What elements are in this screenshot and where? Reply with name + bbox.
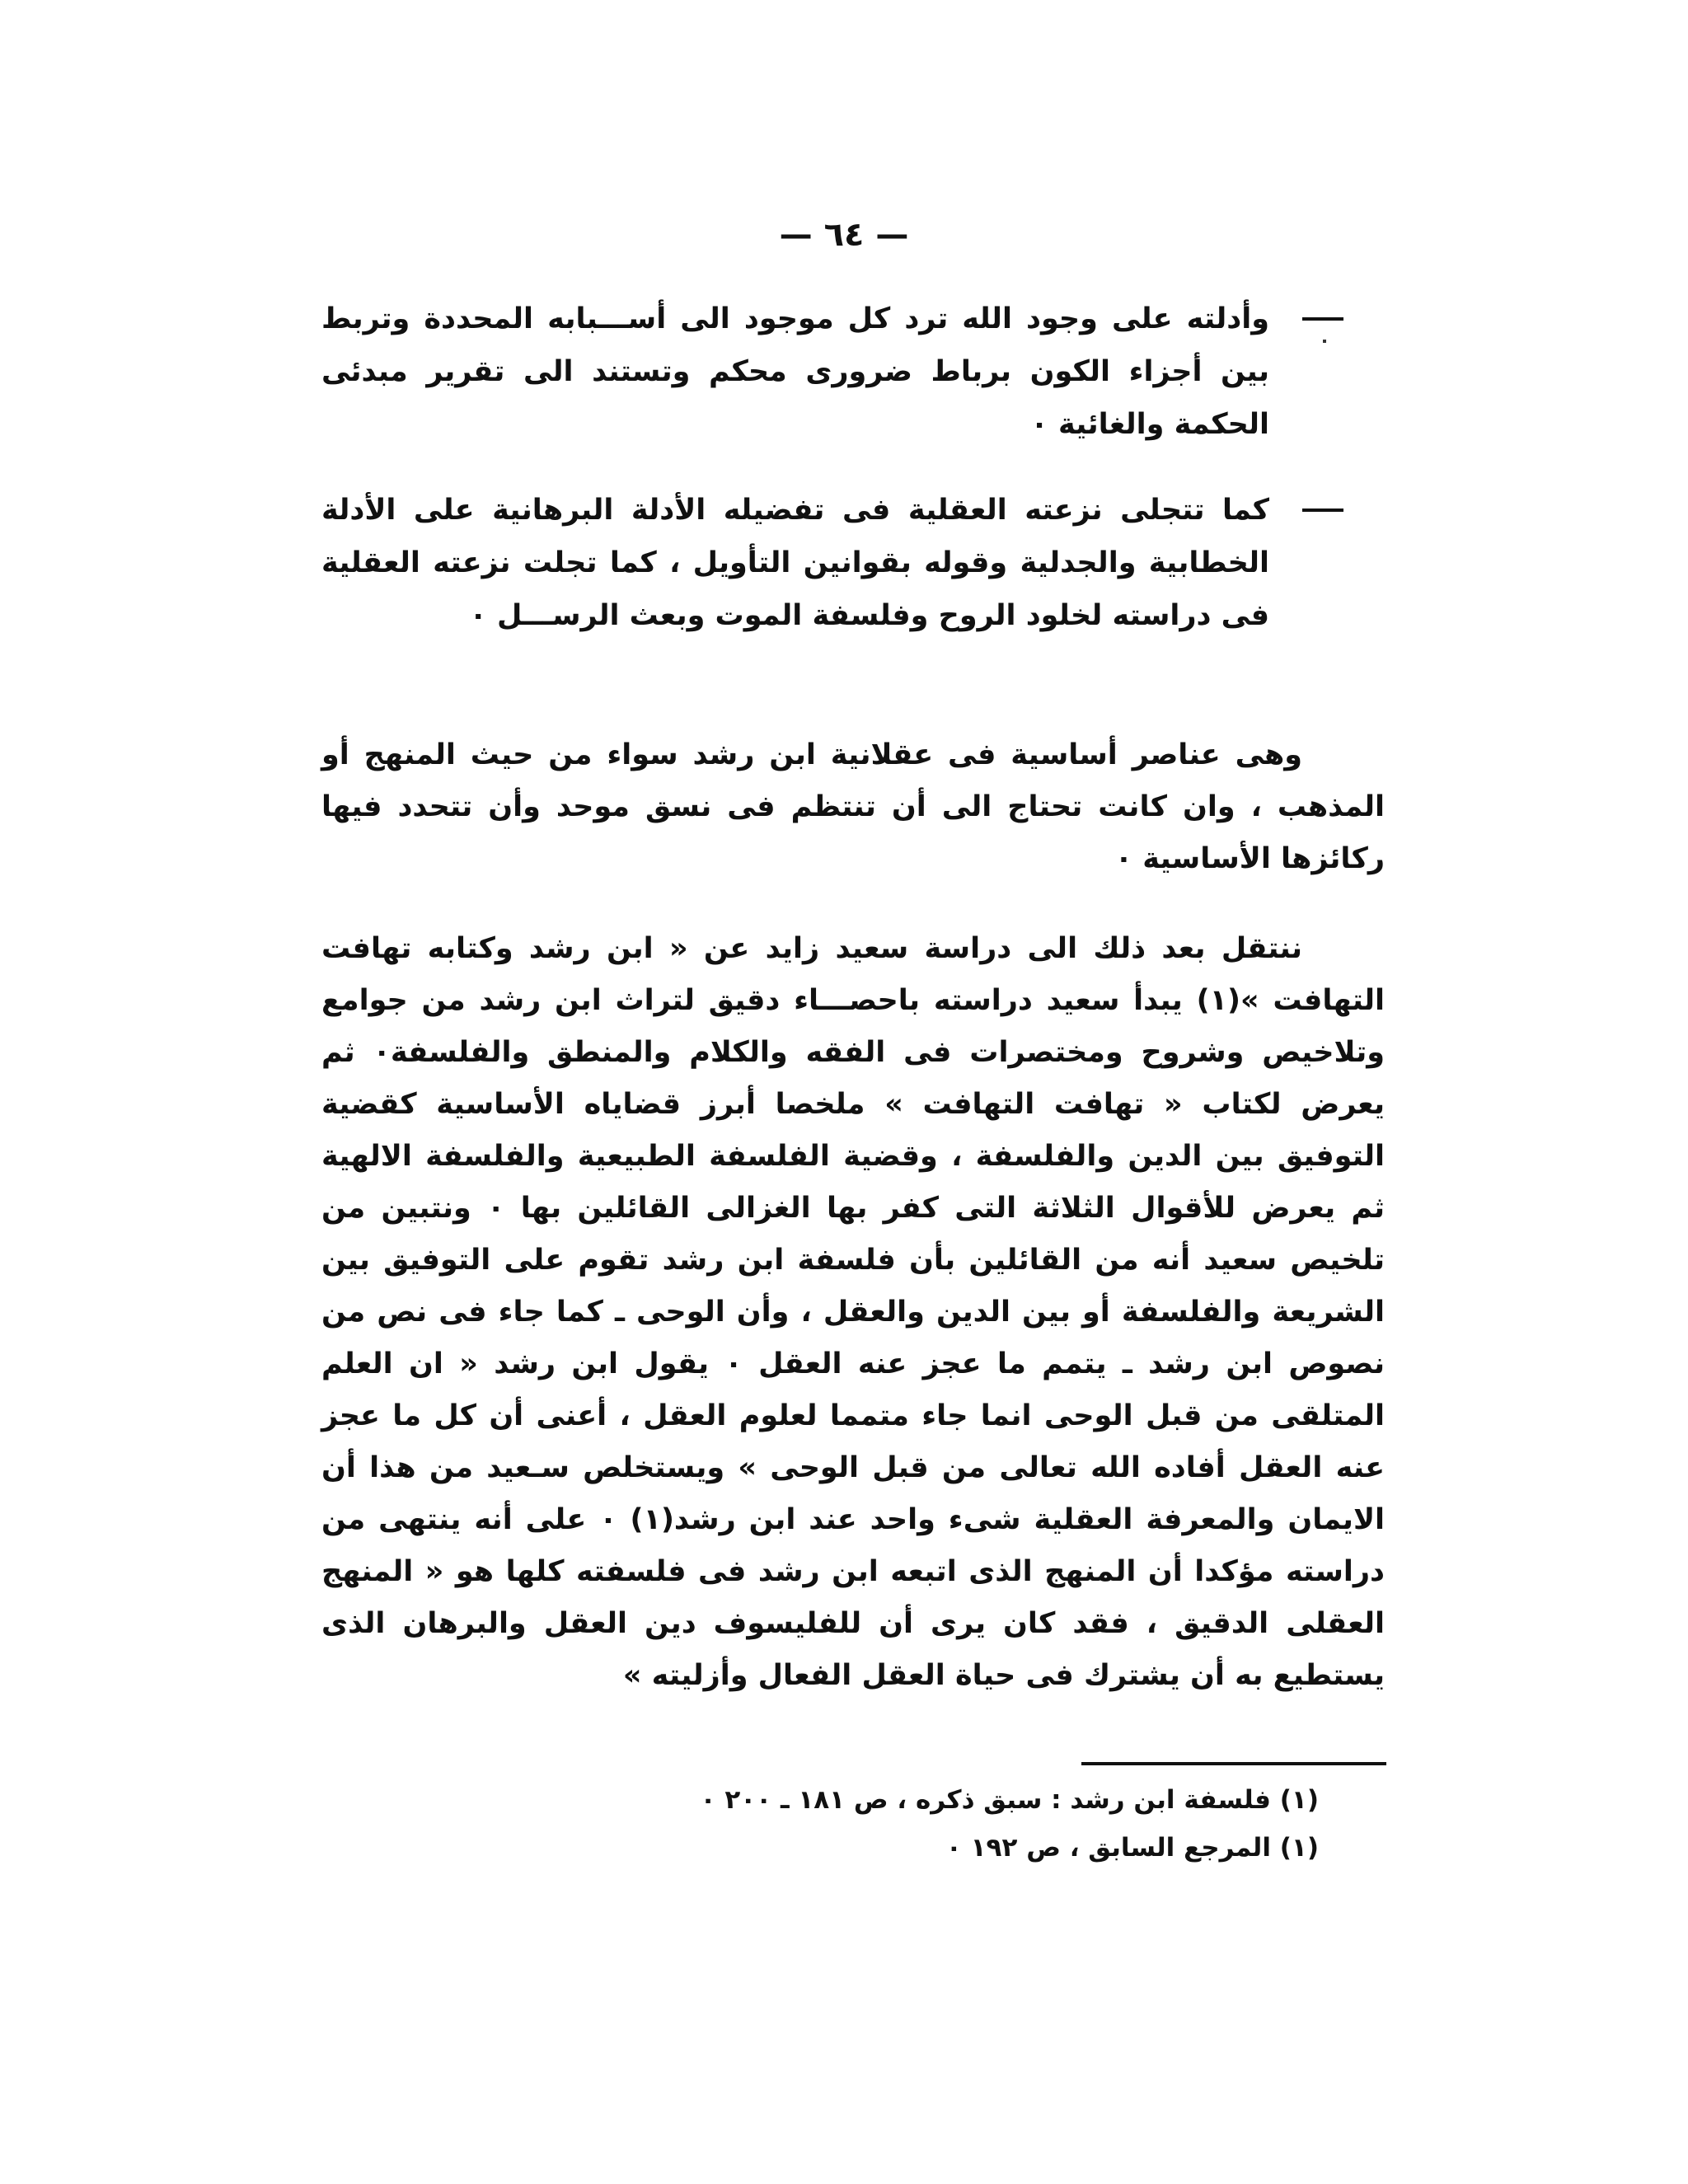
footnote: (١) فلسفة ابن رشد : سبق ذكره ، ص ١٨١ ـ ٢٠٠ ٠ <box>700 1785 1319 1815</box>
body-paragraph: ننتقل بعد ذلك الى دراسة سعيد زايد عن « ابن رشد وكتابه تهافت التهافت »(١) يبدأ سعيد دراسته باحصـــاء دقيق لتراث ابن رشد من جوامع وتلاخيص وشروح ومختصرات فى الفقه والكلام والمنطق والفلسفة٠ ثم يعرض لكتاب « تهافت التهافت » ملخصا أبرز قضاياه الأساسية كقضية التوفيق بين الدين والفلسفة ، وقضية الفلسفة الطبيعية والفلسفة الالهية ثم يعرض للأقوال الثلاثة التى كفر بها الغزالى القائلين بها ٠ ونتبين من تلخيص سعيد أنه من القائلين بأن فلسفة ابن رشد تقوم على التوفيق بين الشريعة والفلسفة أو بين الدين والعقل ، وأن الوحى ـ كما جاء فى نص من نصوص ابن رشد ـ يتمم ما عجز عنه العقل ٠ يقول ابن رشد « ان العلم المتلقى من قبل الوحى انما جاء متمما لعلوم العقل ، أعنى أن كل ما عجز عنه العقل أفاده الله تعالى من قبل الوحى » ويستخلص سـعيد من هذا أن الايمان والمعرفة العقلية شىء واحد عند ابن رشد(١) ٠ على أنه ينتهى من دراسته مؤكدا أن المنهج الذى اتبعه ابن رشد فى فلسفته كلها هو « المنهج العقلى الدقيق ، فقد كان يرى أن للفليسوف دين العقل والبرهان الذى يستطيع به أن يشترك فى حياة العقل الفعال وأزليته » <box>321 932 1386 1692</box>
scan-speck <box>1323 340 1326 343</box>
bullet-item <box>321 484 1269 642</box>
footnote-divider <box>1081 1762 1386 1765</box>
bullet-list <box>321 293 1269 675</box>
dash-bullet-icon <box>1302 509 1343 512</box>
bullet-item <box>321 293 1269 451</box>
bullet-text: وأدلته على وجود الله ترد كل موجود الى أســـبابه المحددة وتربط بين أجزاء الكون برباط ضرورى محكم وتستند الى تقرير مبدئى الحكمة والغائية ٠ <box>321 302 1269 441</box>
bullet-text: كما تتجلى نزعته العقلية فى تفضيله الأدلة البرهانية على الأدلة الخطابية والجدلية وقوله بقوانين التأويل ، كما تجلت نزعته العقلية فى دراسته لخلود الروح وفلسفة الموت وبعث الرســـل ٠ <box>321 494 1269 632</box>
page-number: — ٦٤ — <box>779 216 909 254</box>
dash-bullet-icon <box>1302 317 1343 321</box>
footnote: (١) المرجع السابق ، ص ١٩٢ ٠ <box>945 1833 1319 1863</box>
body-paragraph: وهى عناصر أساسية فى عقلانية ابن رشد سواء من حيث المنهج أو المذهب ، وان كانت تحتاج الى أن تنتظم فى نسق موحد وأن تتحدد فيها ركائزها الأساسية ٠ <box>321 738 1385 875</box>
footnotes <box>577 1776 1319 1872</box>
